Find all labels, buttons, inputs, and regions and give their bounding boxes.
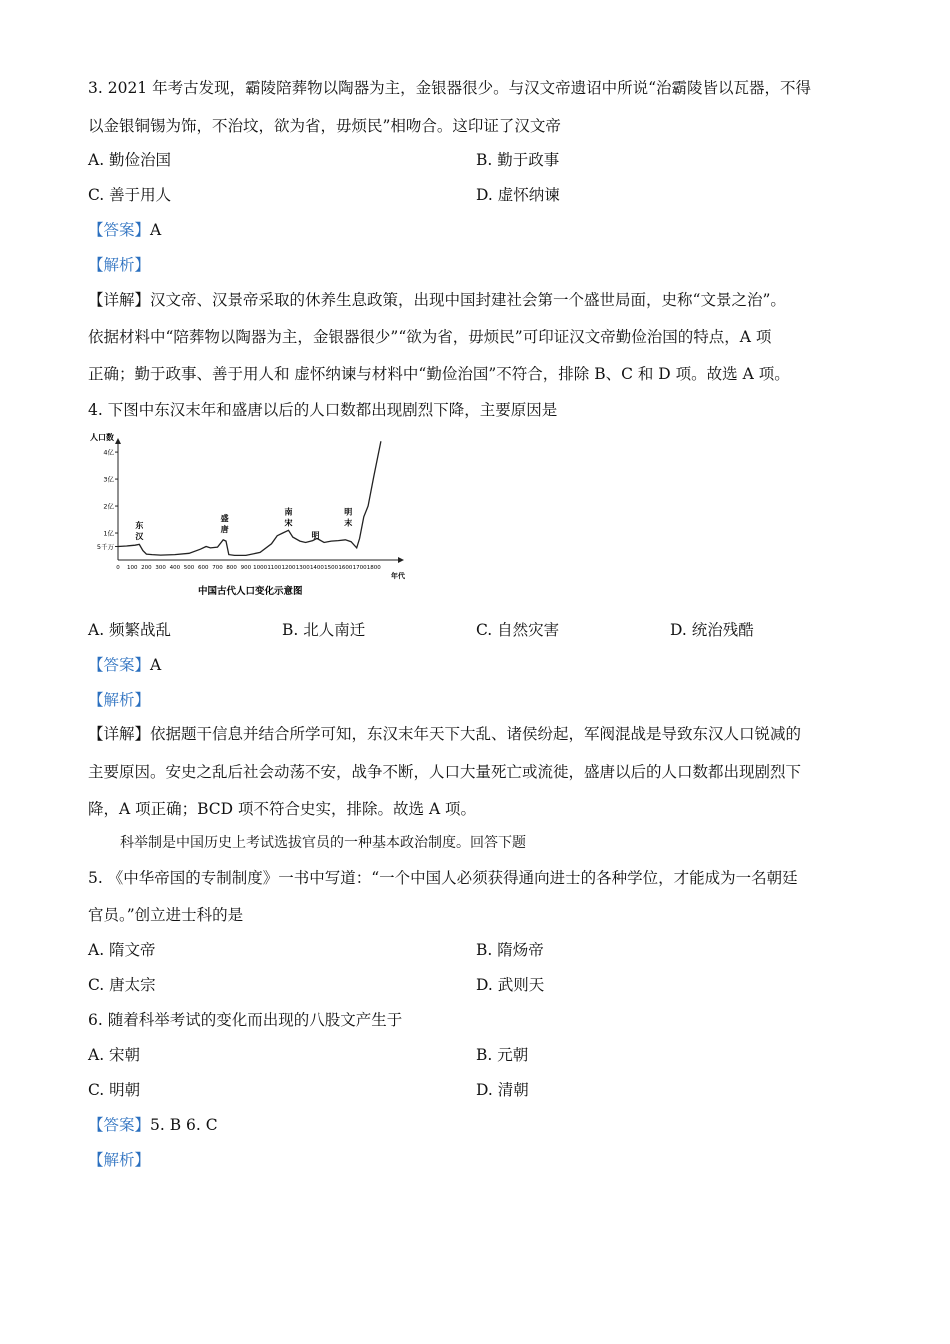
x-tick-label: 600 — [198, 565, 209, 571]
answer-value: A — [150, 656, 162, 674]
q6-stem: 6. 随着科举考试的变化而出现的八股文产生于 — [88, 1011, 403, 1029]
q4-detail-line1 — [88, 722, 801, 744]
q4-detail-line3: 降，A 项正确；BCD 项不符合史实，排除。故选 A 项。 — [88, 800, 477, 818]
y-tick-label: 3亿 — [103, 475, 114, 484]
q4-answer — [88, 653, 161, 675]
x-tick-label: 1700 — [352, 565, 367, 571]
q4-stem: 4. 下图中东汉末年和盛唐以后的人口数都出现剧烈下降，主要原因是 — [88, 401, 558, 419]
x-tick-label: 1200 — [281, 565, 296, 571]
q6-option-c: C. 明朝 — [88, 1081, 141, 1099]
detail-tag: 【详解】 — [88, 725, 151, 743]
x-tick-label: 1400 — [309, 565, 324, 571]
q3-answer — [88, 218, 161, 240]
q4-option-c: C. 自然灾害 — [476, 621, 560, 639]
q4-analysis-tag: 【解析】 — [88, 691, 151, 709]
q5-option-c: C. 唐太宗 — [88, 976, 156, 994]
q4-option-b: B. 北人南迁 — [282, 621, 366, 639]
q5-stem-line2: 官员。”创立进士科的是 — [88, 906, 244, 924]
answer-tag: 【答案】 — [88, 1116, 151, 1134]
q3-detail-line3: 正确；勤于政事、善于用人和 虚怀纳谏与材料中“勤俭治国”不符合，排除 B、C 和 D 项。故选 A 项。 — [88, 365, 790, 383]
q56-answer — [88, 1113, 218, 1135]
y-tick-label: 4亿 — [103, 448, 114, 457]
q6-option-a: A. 宋朝 — [88, 1046, 141, 1064]
q5-option-d: D. 武则天 — [476, 976, 545, 994]
y-tick-label: 2亿 — [103, 502, 114, 511]
period-annotation: 南 — [284, 507, 293, 517]
x-tick-label: 800 — [226, 565, 237, 571]
keju-intro: 科举制是中国历史上考试选拔官员的一种基本政治制度。回答下题 — [120, 835, 526, 851]
x-tick-label: 100 — [126, 565, 138, 571]
period-annotation: 宋 — [284, 518, 293, 528]
x-tick-label: 700 — [212, 565, 223, 571]
q6-option-d: D. 清朝 — [476, 1081, 529, 1099]
q6-option-b: B. 元朝 — [476, 1046, 529, 1064]
q3-option-a: A. 勤俭治国 — [88, 151, 172, 169]
x-tick-label: 400 — [169, 565, 181, 571]
x-tick-label: 1800 — [366, 565, 381, 571]
q3-detail-line1 — [88, 288, 786, 310]
answer-value: 5. B 6. C — [150, 1116, 218, 1134]
period-annotation: 末 — [344, 518, 353, 528]
x-tick-label: 900 — [240, 565, 252, 571]
x-tick-label: 0 — [116, 565, 120, 571]
q3-option-b: B. 勤于政事 — [476, 151, 560, 169]
x-tick-label: 300 — [155, 565, 166, 571]
q3-detail-line2: 依据材料中“陪葬物以陶器为主，金银器很少”“欲为省，毋烦民”可印证汉文帝勤俭治国的特点，A 项 — [88, 328, 772, 346]
detail-text: 汉文帝、汉景帝采取的休养生息政策，出现中国封建社会第一个盛世局面，史称“文景之治”。 — [150, 291, 786, 309]
q4-detail-line2: 主要原因。安史之乱后社会动荡不安，战争不断，人口大量死亡或流徙，盛唐以后的人口数都出现剧烈下 — [88, 763, 802, 781]
q3-option-d: D. 虚怀纳谏 — [476, 186, 560, 204]
answer-tag: 【答案】 — [88, 656, 151, 674]
q3-analysis-tag: 【解析】 — [88, 256, 151, 274]
q4-option-a: A. 频繁战乱 — [88, 621, 172, 639]
x-axis-arrow — [398, 557, 404, 563]
period-annotation: 明 — [311, 530, 320, 540]
y-tick-label: 1亿 — [103, 529, 114, 538]
q3-option-c: C. 善于用人 — [88, 186, 172, 204]
answer-tag: 【答案】 — [88, 221, 151, 239]
x-tick-label: 1300 — [295, 565, 310, 571]
y-tick-label: 5千万 — [96, 543, 114, 552]
period-annotation: 盛 — [220, 514, 229, 524]
x-tick-label: 1100 — [267, 565, 282, 571]
detail-text: 依据题干信息并结合所学可知，东汉末年天下大乱、诸侯纷起，军阀混战是导致东汉人口锐减的 — [150, 725, 802, 743]
q5-stem-line1: 5. 《中华帝国的专制制度》一书中写道：“一个中国人必须获得通向进士的各种学位，才能成为一名朝廷 — [88, 869, 798, 887]
period-annotation: 汉 — [135, 531, 144, 541]
chart-title: 中国古代人口变化示意图 — [198, 586, 303, 597]
chart-ylabel: 人口数 — [90, 433, 114, 442]
x-tick-label: 1000 — [253, 565, 268, 571]
population-series-line — [118, 441, 381, 555]
q5-option-a: A. 隋文帝 — [88, 941, 156, 959]
q5-option-b: B. 隋炀帝 — [476, 941, 544, 959]
q3-stem-line1: 3. 2021 年考古发现，霸陵陪葬物以陶器为主，金银器很少。与汉文帝遗诏中所说“治霸陵皆以瓦器，不得 — [88, 79, 812, 97]
q56-analysis-tag: 【解析】 — [88, 1151, 151, 1169]
q3-stem-line2: 以金银铜锡为饰，不治坟，欲为省，毋烦民”相吻合。这印证了汉文帝 — [88, 117, 561, 135]
period-annotation: 唐 — [220, 525, 229, 535]
x-tick-label: 1600 — [338, 565, 353, 571]
x-tick-label: 200 — [141, 565, 152, 571]
q4-option-d: D. 统治残酷 — [670, 621, 754, 639]
y-axis-arrow — [115, 438, 121, 444]
period-annotation: 东 — [135, 520, 144, 530]
detail-tag: 【详解】 — [88, 291, 151, 309]
population-chart — [88, 430, 418, 605]
x-tick-label: 500 — [183, 565, 195, 571]
period-annotation: 明 — [344, 507, 353, 517]
answer-value: A — [150, 221, 162, 239]
x-tick-label: 1500 — [324, 565, 339, 571]
chart-xlabel: 年代 — [391, 572, 405, 580]
